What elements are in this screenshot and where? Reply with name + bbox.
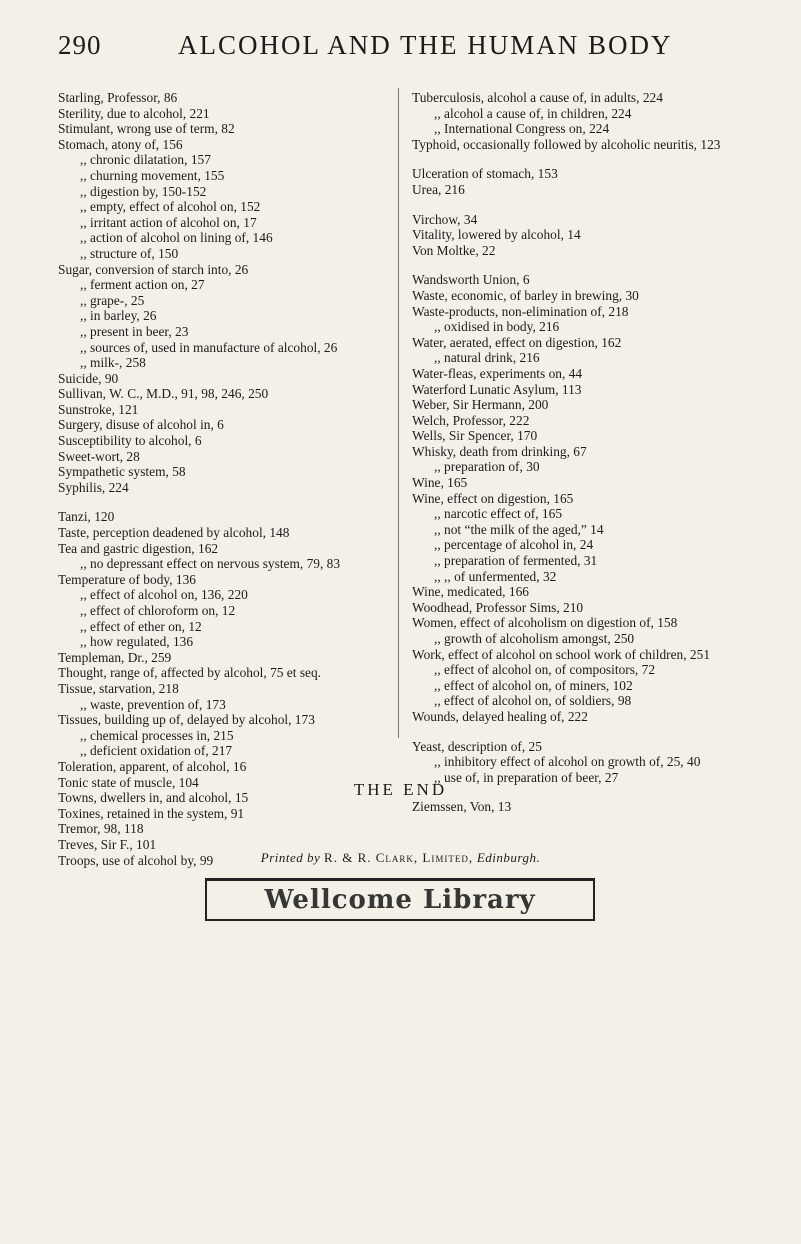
index-column-left [58, 90, 390, 868]
index-entry: Stimulant, wrong use of term, 82 [58, 121, 235, 137]
page-header [58, 30, 748, 70]
section-gap [412, 152, 750, 166]
index-subentry: ,, percentage of alcohol in, 24 [434, 537, 594, 553]
printer-imprint [0, 850, 801, 866]
index-entry: Waterford Lunatic Asylum, 113 [412, 381, 582, 397]
index-entry: Tissues, building up of, delayed by alcohol, 173 [58, 712, 315, 728]
column-divider [398, 88, 399, 738]
index-subentry: ,, grape-, 25 [80, 292, 145, 308]
index-entry: Wandsworth Union, 6 [412, 272, 530, 288]
index-entry: Tuberculosis, alcohol a cause of, in adults, 224 [412, 90, 663, 105]
index-entry: Taste, perception deadened by alcohol, 148 [58, 525, 290, 541]
index-subentry: ,, waste, prevention of, 173 [80, 696, 226, 712]
index-subentry: ,, alcohol a cause of, in children, 224 [434, 105, 632, 121]
index-entry: Tissue, starvation, 218 [58, 680, 179, 696]
index-entry: Virchow, 34 [412, 211, 478, 227]
index-entry: Temperature of body, 136 [58, 571, 197, 587]
index-entry: Sugar, conversion of starch into, 26 [58, 261, 249, 277]
index-subentry: ,, effect of alcohol on, 136, 220 [80, 587, 248, 603]
index-entry: Stomach, atony of, 156 [58, 136, 183, 152]
index-entry: Wine, medicated, 166 [412, 584, 529, 600]
index-subentry: ,, chronic dilatation, 157 [80, 152, 211, 168]
section-gap [412, 258, 750, 272]
index-subentry: ,, effect of alcohol on, of soldiers, 98 [434, 693, 632, 709]
section-gap [58, 495, 390, 509]
index-entry: Susceptibility to alcohol, 6 [58, 433, 202, 449]
index-subentry: ,, in barley, 26 [80, 308, 157, 324]
index-entry: Typhoid, occasionally followed by alcoholic neuritis, 123 [412, 136, 721, 152]
index-subentry: ,, milk-, 258 [80, 355, 146, 371]
section-gap [412, 198, 750, 212]
index-subentry: ,, churning movement, 155 [80, 167, 225, 183]
index-subentry: ,, ferment action on, 27 [80, 277, 205, 293]
index-column-right [412, 90, 750, 815]
index-subentry: ,, empty, effect of alcohol on, 152 [80, 199, 261, 215]
index-subentry: ,, action of alcohol on lining of, 146 [80, 230, 273, 246]
index-subentry: ,, sources of, used in manufacture of alcohol, 26 [80, 339, 338, 355]
index-entry: Thought, range of, affected by alcohol, 75 et seq. [58, 665, 322, 681]
printed-by-label: Printed by [260, 850, 321, 865]
index-entry: Surgery, disuse of alcohol in, 6 [58, 417, 224, 433]
index-entry: Starling, Professor, 86 [58, 90, 178, 105]
index-entry: Suicide, 90 [58, 370, 119, 386]
index-entry: Treves, Sir F., 101 [58, 836, 157, 852]
index-subentry: ,, effect of alcohol on, of miners, 102 [434, 677, 633, 693]
index-subentry: ,, effect of chloroform on, 12 [80, 603, 236, 618]
index-entry: Whisky, death from drinking, 67 [412, 443, 587, 459]
printer-place: Edinburgh. [476, 850, 541, 865]
index-entry: Wine, 165 [412, 475, 468, 491]
index-entry: Tonic state of muscle, 104 [58, 774, 199, 790]
index-entry: Tanzi, 120 [58, 509, 115, 525]
index-entry: Work, effect of alcohol on school work of children, 251 [412, 646, 711, 662]
index-entry: Sympathetic system, 58 [58, 464, 186, 480]
index-entry: Wells, Sir Spencer, 170 [412, 428, 538, 444]
index-entry: Toxines, retained in the system, 91 [58, 805, 245, 821]
index-entry: Wounds, delayed healing of, 222 [412, 708, 588, 724]
index-subentry: ,, present in beer, 23 [80, 323, 189, 339]
index-entry: Women, effect of alcoholism on digestion of, 158 [412, 615, 678, 631]
index-subentry: ,, digestion by, 150-152 [80, 183, 207, 199]
library-stamp-text: Wellcome Library [264, 885, 536, 915]
index-subentry: ,, use of, in preparation of beer, 27 [434, 769, 619, 785]
section-gap [412, 725, 750, 739]
index-subentry: ,, effect of alcohol on, of compositors, 72 [434, 662, 656, 678]
index-subentry: ,, preparation of, 30 [434, 459, 540, 475]
index-entry: Troops, use of alcohol by, 99 [58, 852, 214, 868]
index-subentry: ,, preparation of fermented, 31 [434, 553, 598, 569]
index-subentry: ,, irritant action of alcohol on, 17 [80, 214, 257, 230]
index-entry: Sweet-wort, 28 [58, 448, 140, 464]
index-entry: Syphilis, 224 [58, 479, 129, 495]
index-entry: Vitality, lowered by alcohol, 14 [412, 227, 581, 243]
index-subentry: ,, inhibitory effect of alcohol on growth of, 25, 40 [434, 754, 701, 770]
index-entry: Sullivan, W. C., M.D., 91, 98, 246, 250 [58, 386, 269, 402]
index-entry: Welch, Professor, 222 [412, 412, 530, 428]
index-entry: Tea and gastric digestion, 162 [58, 540, 219, 556]
index-subentry: ,, structure of, 150 [80, 245, 179, 261]
index-subentry: ,, not “the milk of the aged,” 14 [434, 521, 604, 537]
index-entry: Yeast, description of, 25 [412, 738, 542, 754]
index-entry: Waste-products, non-elimination of, 218 [412, 303, 629, 319]
index-subentry: ,, ,, of unfermented, 32 [434, 568, 557, 584]
index-subentry: ,, International Congress on, 224 [434, 121, 610, 137]
index-entry: Von Moltke, 22 [412, 242, 496, 258]
index-entry: Ziemssen, Von, 13 [412, 799, 512, 815]
index-subentry: ,, deficient oxidation of, 217 [80, 743, 233, 759]
index-entry: Sterility, due to alcohol, 221 [58, 105, 210, 121]
index-entry: Sunstroke, 121 [58, 401, 139, 417]
index-entry: Water, aerated, effect on digestion, 162 [412, 334, 622, 350]
library-stamp [205, 878, 595, 921]
index-entry: Urea, 216 [412, 181, 465, 197]
index-subentry: ,, how regulated, 136 [80, 634, 194, 650]
index-subentry: ,, growth of alcoholism amongst, 250 [434, 631, 635, 646]
running-title: ALCOHOL AND THE HUMAN BODY [178, 30, 673, 60]
index-entry: Waste, economic, of barley in brewing, 30 [412, 287, 639, 303]
index-subentry: ,, natural drink, 216 [434, 350, 540, 366]
index-entry: Woodhead, Professor Sims, 210 [412, 599, 584, 615]
index-subentry: ,, oxidised in body, 216 [434, 319, 560, 335]
index-entry: Towns, dwellers in, and alcohol, 15 [58, 790, 249, 806]
index-subentry: ,, effect of ether on, 12 [80, 618, 202, 634]
printer-name: R. & R. Clark, Limited, [324, 850, 474, 865]
index-entry: Ulceration of stomach, 153 [412, 166, 558, 182]
page-number: 290 [58, 30, 102, 60]
index-entry: Water-fleas, experiments on, 44 [412, 365, 583, 381]
index-entry: Templeman, Dr., 259 [58, 649, 172, 665]
index-subentry: ,, chemical processes in, 215 [80, 727, 234, 743]
index-entry: Tremor, 98, 118 [58, 821, 144, 837]
index-entry: Toleration, apparent, of alcohol, 16 [58, 758, 247, 774]
index-subentry: ,, narcotic effect of, 165 [434, 506, 563, 522]
index-entry: Weber, Sir Hermann, 200 [412, 397, 549, 413]
the-end-text: THE END [353, 780, 448, 799]
index-subentry: ,, no depressant effect on nervous system, 79, 83 [80, 556, 341, 572]
index-entry: Wine, effect on digestion, 165 [412, 490, 574, 506]
